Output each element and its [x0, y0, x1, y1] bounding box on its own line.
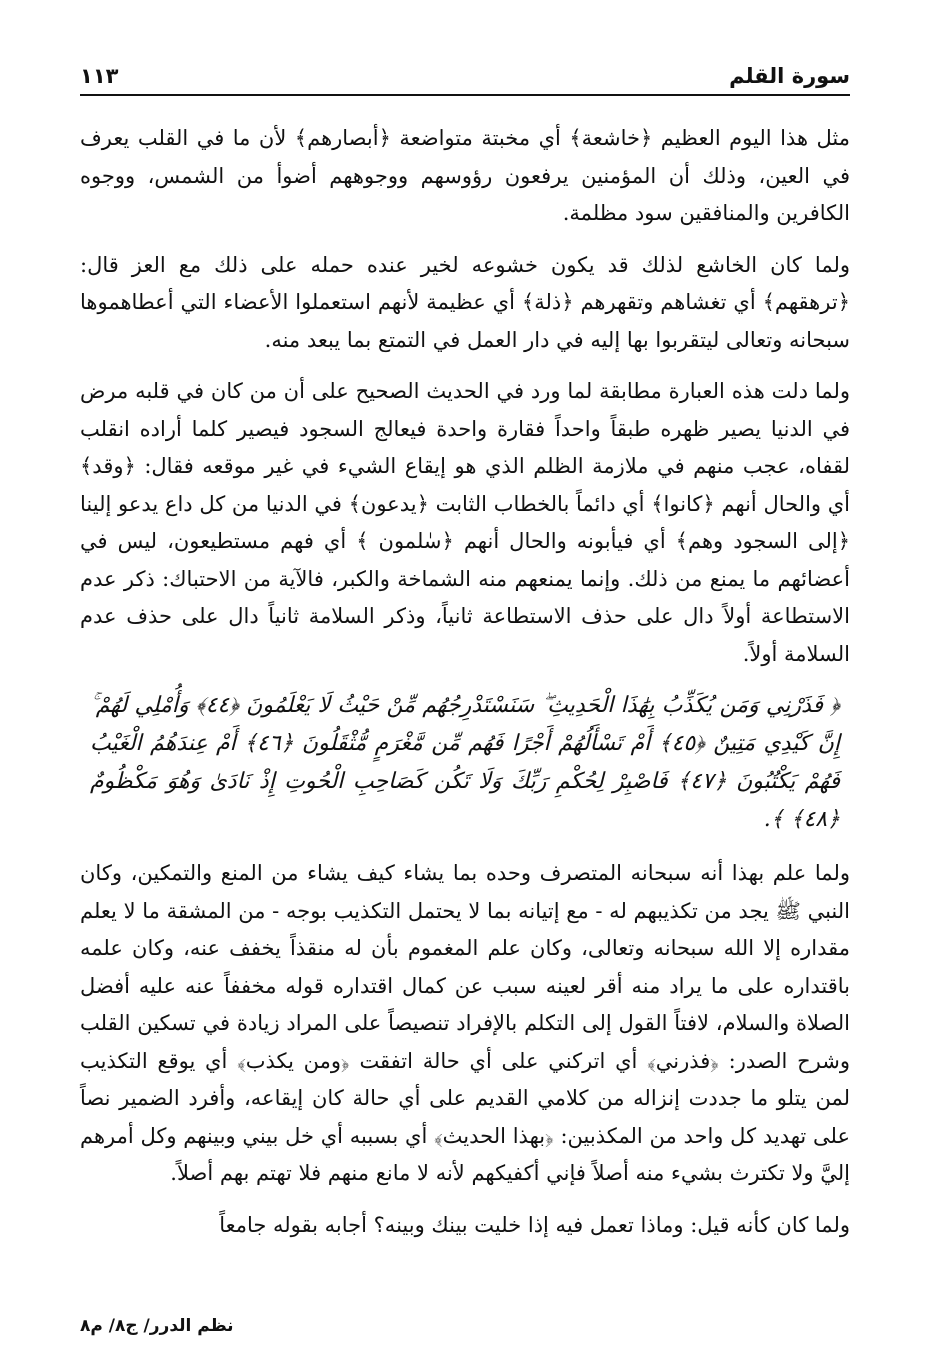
- page-header: [80, 56, 850, 96]
- printer-signature: نظم الدرر/ ج٨/ م٨: [80, 1316, 234, 1336]
- quran-verse-block: ﴿ فَذَرْنِي وَمَن يُكَذِّبُ بِهَٰذَا الْحَدِيثِ ۖ سَنَسْتَدْرِجُهُم مِّنْ حَيْثُ لَا يَعْلَمُونَ ﴿٤٤﴾ وَأُمْلِي لَهُمْ ۚ إِنَّ كَيْدِي مَتِينٌ ﴿٤٥﴾ أَمْ تَسْأَلُهُمْ أَجْرًا فَهُم مِّن مَّغْرَمٍ مُّثْقَلُونَ ﴿٤٦﴾ أَمْ عِندَهُمُ الْغَيْبُ فَهُمْ يَكْتُبُونَ ﴿٤٧﴾ فَاصْبِرْ لِحُكْمِ رَبِّكَ وَلَا تَكُن كَصَاحِبِ الْحُوتِ إِذْ نَادَىٰ وَهُوَ مَكْظُومٌ ﴿٤٨﴾ ﴾.: [90, 693, 841, 832]
- paragraph-4: ولما علم بهذا أنه سبحانه المتصرف وحده بما يشاء كيف يشاء من المنع والتمكين، وكان النبي ﷺ يجد من تكذيبهم له - مع إتيانه بما لا يحتمل التكذيب بوجه - من المشقة ما لا يعلم مقداره إلا الله سبحانه وتعالى، وكان علم المغموم بأن له منقذاً يخفف عنه، وكان علمه باقتداره على ما يراد منه أقر لعينه سبب عن كمال اقتداره قوله مخففاً عنه عليه أفضل الصلاة والسلام، لافتاً القول إلى التكلم بالإفراد تنصيصاً على المراد زيادة في تسكين القلب وشرح الصدر: ﴿فذرني﴾ أي اتركني على أي حالة اتفقت ﴿ومن يكذب﴾ أي يوقع التكذيب لمن يتلو ما جددت إنزاله من كلامي القديم على أي حالة كان إيقاعه، وأفرد الضمير نصاً على تهديد كل واحد من المكذبين: ﴿بهذا الحديث﴾ أي بسببه أي خل بيني وبينهم وكل أمرهم إليَّ ولا تكترث بشيء منه أصلاً فإني أكفيكهم لأنه لا مانع منهم فلا تهتم بهم أصلاً.: [80, 861, 850, 1185]
- page-body: [80, 120, 850, 1258]
- paragraph-3: ولما دلت هذه العبارة مطابقة لما ورد في الحديث الصحيح على أن من كان في قلبه مرض في الدنيا يصير ظهره طبقاً واحداً فقارة واحدة فيعالج السجود فيصير كلما أراده انقلب لقفاه، عجب منهم في ملازمة الظلم الذي هو إيقاع الشيء في غير موقعه فقال: ﴿وقد﴾ أي والحال أنهم ﴿كانوا﴾ أي دائماً بالخطاب الثابت ﴿يدعون﴾ في الدنيا من كل داع يدعو إلينا ﴿إلى السجود وهم﴾ أي فيأبونه والحال أنهم ﴿سٰلمون ﴾ أي فهم مستطيعون، ليس في أعضائهم ما يمنع من ذلك. وإنما يمنعهم منه الشماخة والكبر، فالآية من الاحتباك: ذكر عدم الاستطاعة أولاً دال على حذف الاستطاعة ثانياً، وذكر السلامة ثانياً دال على حذف عدم السلامة أولاً.: [80, 379, 851, 666]
- paragraph-1: مثل هذا اليوم العظيم ﴿خاشعة﴾ أي مخبتة متواضعة ﴿أبصارهم﴾ لأن ما في القلب يعرف في العين، وذلك أن المؤمنين يرفعون رؤوسهم ووجوههم أضوأ من الشمس، ووجوه الكافرين والمنافقين سود مظلمة.: [80, 126, 850, 225]
- paragraph-2: ولما كان الخاشع لذلك قد يكون خشوعه لخير عنده حمله على ذلك مع العز قال: ﴿ترهقهم﴾ أي تغشاهم وتقهرهم ﴿ذلة﴾ أي عظيمة لأنهم استعملوا الأعضاء التي أعطاهموها سبحانه وتعالى ليتقربوا بها إليه في دار العمل في التمتع بما يبعد منه.: [80, 252, 850, 352]
- book-page: [80, 56, 850, 1336]
- paragraph-5: ولما كان كأنه قيل: وماذا تعمل فيه إذا خليت بينك وبينه؟ أجابه بقوله جامعاً: [219, 1212, 850, 1237]
- surah-title: سورة القلم: [729, 64, 850, 88]
- page-number: ١١٣: [80, 64, 119, 88]
